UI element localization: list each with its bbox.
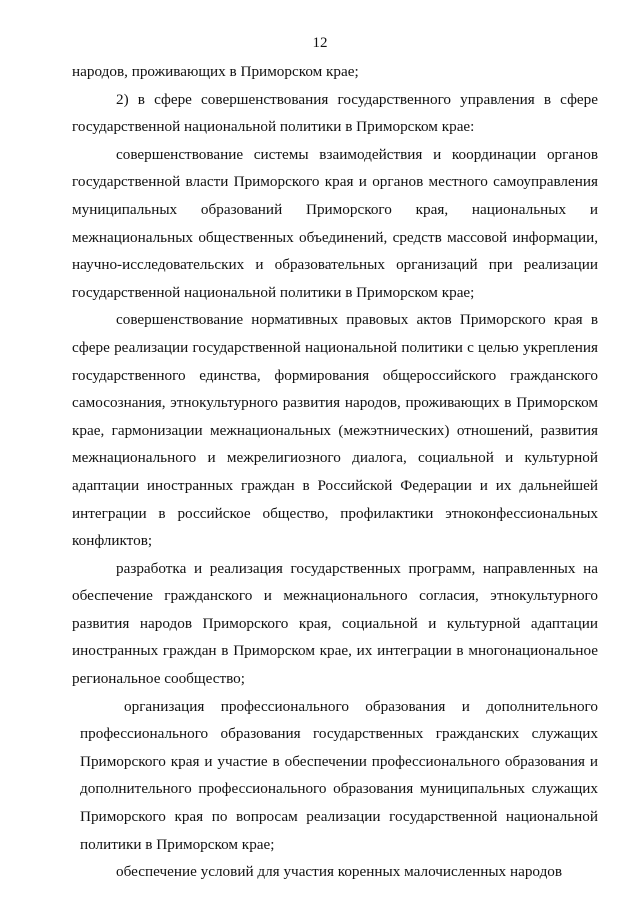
paragraph-coordination: совершенствование системы взаимодействия и координации органов государственной власти Приморского края и органов местного самоуправления муниципальных образований Приморского края, национальных и межнациональных общественных объединений, средств массовой информации, научно-исследовательских и образовательных организаций при реализации государственной национальной политики в Приморском крае; (72, 145, 598, 301)
page-number: 12 (312, 35, 328, 51)
document-body (72, 58, 598, 886)
paragraph-legal-acts: совершенствование нормативных правовых актов Приморского края в сфере реализации государственной национальной политики с целью укрепления государственного единства, формирования общероссийского гражданского самосознания, этнокультурного развития народов, проживающих в Приморском крае, гармонизации межнациональных (межэтнических) отношений, развития межнационального и межрелигиозного диалога, социальной и культурной адаптации иностранных граждан в Российской Федерации и их дальнейшей интеграции в российское общество, профилактики этноконфессиональных конфликтов; (72, 311, 598, 550)
paragraph-item-2-heading: 2) в сфере совершенствования государственного управления в сфере государственной национальной политики в Приморском крае: (72, 90, 598, 136)
paragraph-continuation: народов, проживающих в Приморском крае; (72, 63, 359, 80)
paragraph-indigenous-peoples: обеспечение условий для участия коренных малочисленных народов (116, 863, 563, 881)
paragraph-professional-education: организация профессионального образования и дополнительного профессионального образования государственных гражданских служащих Приморского края и участие в обеспечении профессионального образования и дополнительного профессионального образования муниципальных служащих Приморского края по вопросам реализации государственной национальной политики в Приморском крае; (80, 697, 598, 853)
paragraph-state-programs: разработка и реализация государственных программ, направленных на обеспечение гражданского и межнационального согласия, этнокультурного развития народов Приморского края, социальной и культурной адаптации иностранных граждан в Приморском крае, их интеграции в многонациональное региональное сообщество; (72, 559, 598, 688)
